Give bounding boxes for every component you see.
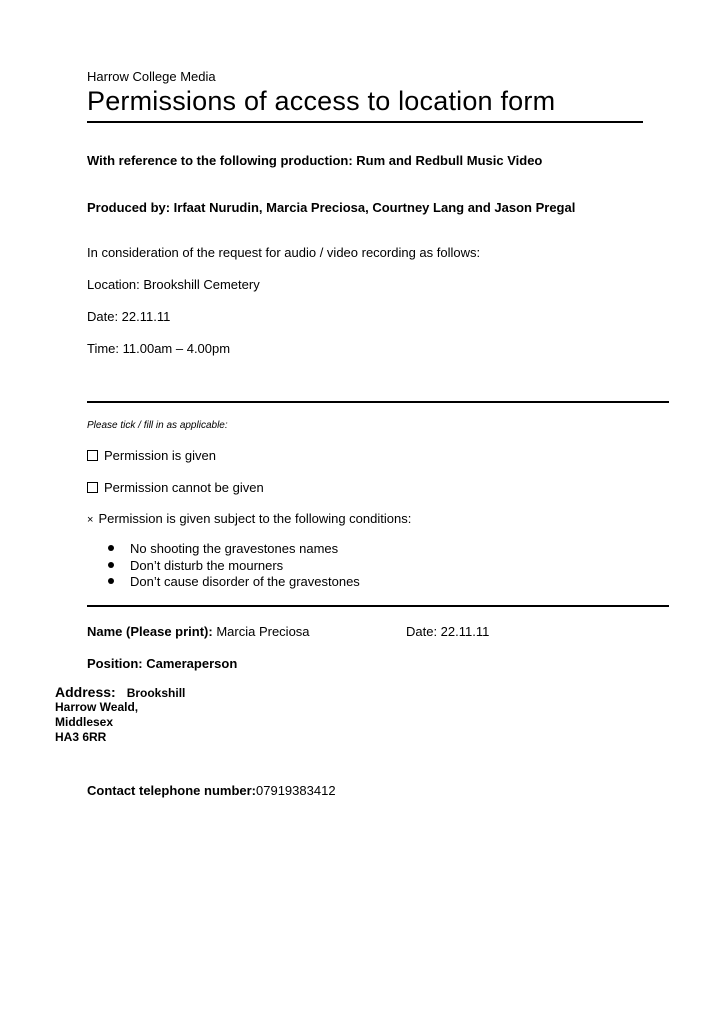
address-line-4: HA3 6RR [55, 730, 107, 744]
checkbox-not-given[interactable] [87, 482, 98, 493]
signatory-date[interactable]: Date: 22.11.11 [406, 624, 490, 639]
name-row [87, 624, 310, 639]
conditions-rule [87, 605, 669, 607]
option-permission-conditional [87, 511, 411, 526]
option-permission-not-given [87, 480, 264, 495]
option-not-given-label: Permission cannot be given [104, 480, 264, 495]
organization-name: Harrow College Media [87, 69, 216, 84]
address-line-2: Harrow Weald, [55, 700, 139, 714]
option-given-label: Permission is given [104, 448, 216, 463]
condition-item [108, 574, 360, 589]
address-label: Address: [55, 684, 116, 700]
section-rule [87, 401, 669, 403]
address-line-3: Middlesex [55, 715, 114, 729]
condition-text: Don’t cause disorder of the gravestones [130, 574, 360, 589]
contact-row [87, 783, 336, 798]
tick-instruction: Please tick / fill in as applicable: [87, 420, 228, 431]
option-conditional-label: Permission is given subject to the following conditions: [98, 511, 412, 526]
name-value[interactable]: Marcia Preciosa [216, 624, 310, 639]
condition-text: Don’t disturb the mourners [130, 558, 284, 573]
condition-text: No shooting the gravestones names [130, 541, 339, 556]
option-permission-given [87, 448, 216, 463]
condition-item [108, 558, 283, 573]
request-location: Location: Brookshill Cemetery [87, 277, 260, 292]
form-title: Permissions of access to location form [87, 86, 556, 116]
bullet-icon [108, 545, 114, 551]
cross-mark[interactable]: × [87, 514, 94, 526]
name-label: Name (Please print): [87, 624, 213, 639]
production-reference: With reference to the following production: Rum and Redbull Music Video [87, 153, 543, 168]
title-rule [87, 121, 643, 123]
position: Position: Cameraperson [87, 656, 238, 671]
produced-by: Produced by: Irfaat Nurudin, Marcia Preciosa, Courtney Lang and Jason Pregal [87, 200, 576, 215]
condition-item [108, 541, 338, 556]
phone-value[interactable]: 07919383412 [256, 783, 336, 798]
checkbox-given[interactable] [87, 450, 98, 461]
request-date: Date: 22.11.11 [87, 309, 171, 324]
bullet-icon [108, 562, 114, 568]
bullet-icon [108, 578, 114, 584]
request-intro: In consideration of the request for audio / video recording as follows: [87, 245, 481, 260]
address-first-line: Brookshill [126, 686, 186, 700]
request-time: Time: 11.00am – 4.00pm [87, 341, 231, 356]
phone-label: Contact telephone number: [87, 783, 257, 798]
